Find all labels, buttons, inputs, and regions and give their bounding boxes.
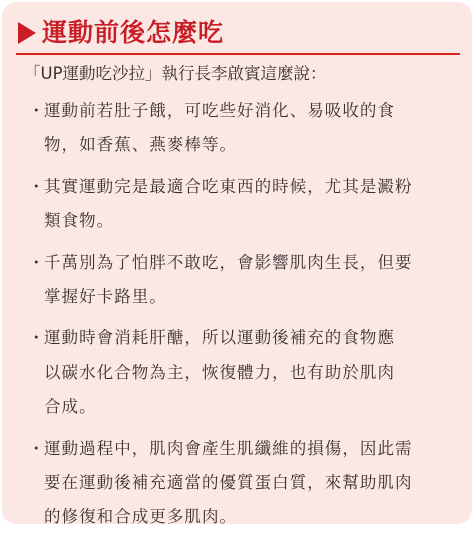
- item-line: 要在運動後補充適當的優質蛋白質，來幫助肌肉: [44, 473, 413, 493]
- list-item: [24, 432, 462, 535]
- item-line: 合成。: [44, 397, 97, 417]
- title-row: [16, 14, 458, 58]
- item-line: 運動前若肚子餓，可吃些好消化、易吸收的食: [44, 101, 395, 120]
- intro-text: 「UP運動吃沙拉」執行長李啟賓這麼說：: [24, 64, 327, 83]
- item-line: 以碳水化合物為主，恢復體力，也有助於肌肉: [44, 362, 395, 382]
- list-item: [24, 170, 462, 239]
- right-triangle-icon: [18, 22, 36, 44]
- bullet-icon: ・: [28, 176, 46, 196]
- item-line: 的修復和合成更多肌肉。: [44, 507, 238, 527]
- tips-list: [24, 94, 462, 542]
- bullet-icon: ・: [28, 438, 46, 458]
- title-divider: [16, 53, 460, 55]
- bullet-icon: ・: [28, 101, 46, 120]
- list-item: [24, 321, 462, 424]
- item-line: 運動時會消耗肝醣，所以運動後補充的食物應: [44, 328, 395, 348]
- card-title: 運動前後怎麼吃: [42, 18, 225, 47]
- item-line: 其實運動完是最適合吃東西的時候，尤其是澱粉: [44, 176, 413, 196]
- item-line: 千萬別為了怕胖不敢吃，會影響肌肉生長，但要: [44, 252, 413, 272]
- list-item: [24, 246, 462, 315]
- item-line: 物，如香蕉、燕麥棒等。: [44, 135, 238, 155]
- bullet-icon: ・: [28, 328, 46, 348]
- item-line: 類食物。: [44, 211, 115, 231]
- item-line: 運動過程中，肌肉會產生肌纖維的損傷，因此需: [44, 438, 413, 458]
- list-item: [24, 94, 462, 163]
- info-card: [2, 2, 472, 527]
- bullet-icon: ・: [28, 252, 46, 272]
- item-line: 掌握好卡路里。: [44, 287, 167, 307]
